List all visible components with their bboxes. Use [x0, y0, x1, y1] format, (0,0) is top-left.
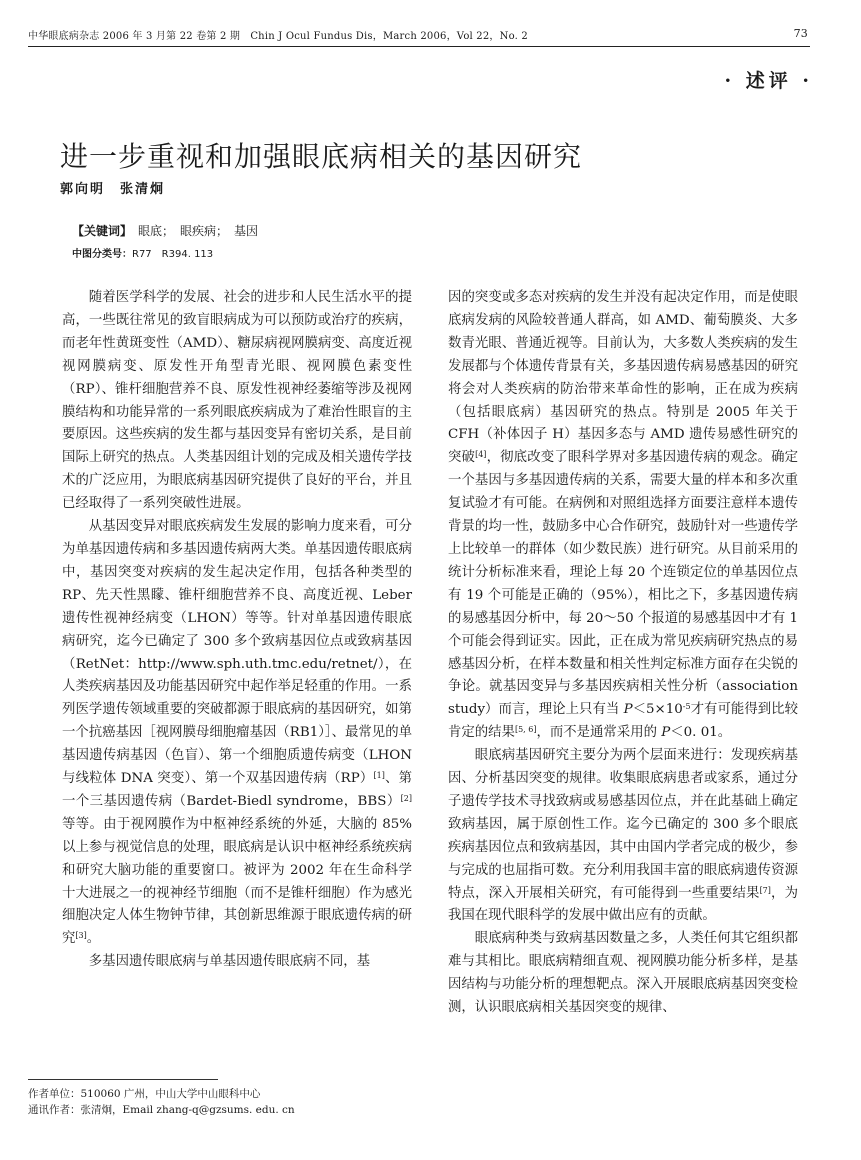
left-column: [62, 287, 412, 974]
paragraph-intro: 随着医学科学的发展、社会的进步和人民生活水平的提高，一些既往常见的致盲眼病成为可以预防或治疗的疾病，而老年性黄斑变性（AMD）、糖尿病视网膜病变、高度近视视网膜病变、原发性开角型青光眼、视网膜色素变性（RP）、锥杆细胞营养不良、原发性视神经萎缩等涉及视网膜结构和功能异常的一系列眼底疾病成为了难治性眼盲的主要原因。这些疾病的发生都与基因变异有密切关系，是目前国际上研究的热点。人类基因组计划的完成及相关遗传学技术的广泛应用，为眼底病基因研究提供了良好的平台，并且已经取得了一系列突破性进展。: [62, 290, 412, 512]
classification-number: [72, 245, 213, 260]
footnote-divider: [28, 1079, 218, 1080]
citation-2[interactable]: [2]: [400, 793, 412, 803]
footnotes: [28, 1086, 295, 1118]
right-column: [448, 287, 798, 1020]
journal-citation: 中华眼底病杂志 2006 年 3 月第 22 卷第 2 期 Chin J Ocul Fundus Dis，March 2006，Vol 22，No. 2: [28, 31, 528, 42]
paragraph-diversity: 眼底病种类与致病基因数量之多，人类任何其它组织都难与其相比。眼底病精细直观、视网膜功能分析多样，是基因结构与功能分析的理想靶点。深入开展眼底病基因突变检测，认识眼底病相关基因突变的规律、: [448, 931, 798, 1016]
paragraph-single-gene: 从基因变异对眼底疾病发生发展的影响力度来看，可分为单基因遗传病和多基因遗传病两大类。单基因遗传眼底病中，基因突变对疾病的发生起决定作用，包括各种类型的 RP、先天性黑矇、锥杆细胞营养不良、高度近视、Leber 遗传性视神经病变（LHON）等等。针对单基因遗传眼底病研究，迄今已确定了 300 多个致病基因位点或致病基因（RetNet：http://www.sph.uth.tmc.edu/retnet/），在人类疾病基因及功能基因研究中起作举足轻重的作用。一系列医学遗传领域重要的突破都源于眼底病的基因研究，如第一个抗癌基因［视网膜母细胞瘤基因（RB1）］、最常见的单基因遗传病基因（色盲）、第一个细胞质遗传病变（LHON 与线粒体 DNA 突变）、第一个双基因遗传病（RP）[1]、第一个三基因遗传病（Bardet-Biedl syndrome，BBS）[2]等等。由于视网膜作为中枢神经系统的外延，大脑的 85% 以上参与视觉信息的处理，眼底病是认识中枢神经系统疾病和研究大脑功能的重要窗口。被评为 2002 年在生命科学十大进展之一的视神经节细胞（而不是锥杆细胞）作为感光细胞决定人体生物钟节律，其创新思维源于眼底遗传病的研究[3]。: [62, 519, 413, 947]
citation-1[interactable]: [1]: [373, 771, 385, 781]
citation-4[interactable]: [4]: [475, 450, 487, 460]
p-value-symbol: P: [623, 702, 633, 718]
citation-3[interactable]: [3]: [75, 931, 87, 941]
paragraph-multi-gene-cont: 因的突变或多态对疾病的发生并没有起决定作用，而是使眼底病发病的风险较普通人群高，如 AMD、葡萄膜炎、大多数青光眼、普通近视等。目前认为，大多数人类疾病的发生发展都与个体遗传背景有关，多基因遗传病易感基因的研究将会对人类疾病的防治带来革命性的影响，正在成为疾病（包括眼底病）基因研究的热点。特别是 2005 年关于 CFH（补体因子 H）基因多态与 AMD 遗传易感性研究的突破[4]，彻底改变了眼科学界对多基因遗传病的观念。确定一个基因与多基因遗传病的关系，需要大量的样本和多次重复试验才有可能。在病例和对照组选择方面要注意样本遗传背景的均一性，鼓励多中心合作研究，鼓励针对一些遗传学上比较单一的群体（如少数民族）进行研究。从目前采用的统计分析标准来看，理论上每 20 个连锁定位的单基因位点有 19 个可能是正确的（95%），相比之下，多基因遗传病的易感基因分析中，每 20～50 个报道的易感基因中才有 1 个可能会得到证实。因此，正在成为常见疾病研究热点的易感基因分析，在样本数量和相关性判定标准方面存在尖锐的争论。就基因变异与多基因疾病相关性分析（association study）而言，理论上只有当 $P<5\times 10^{-5}$才有可能得到比较肯定的结果[5, 6]，而不是通常采用的 P＜0. 01。: [448, 290, 798, 741]
corresponding-author: 通讯作者：张清炯，Email zhang-q@gzsums. edu. cn: [28, 1104, 295, 1116]
classification-label: 中图分类号：: [72, 249, 132, 260]
running-head: [28, 27, 808, 45]
keywords-label: 【关键词】: [72, 224, 133, 238]
column-label: · 述评 ·: [724, 70, 813, 92]
paragraph-research-levels: 眼底病基因研究主要分为两个层面来进行：发现疾病基因、分析基因突变的规律。收集眼底病患者或家系，通过分子遗传学技术寻找致病或易感基因位点，并在此基础上确定致病基因，属于原创性工作。迄今已确定的 300 多个眼底疾病基因位点和致病基因，其中由国内学者完成的极少，参与完成的也屈指可数。充分利用我国丰富的眼底病遗传资源特点，深入开展相关研究，有可能得到一些重要结果[7]，为我国在现代眼科学的发展中做出应有的贡献。: [448, 748, 798, 924]
header-divider: [28, 46, 810, 47]
authors: 郭向明 张清炯: [60, 182, 166, 197]
citation-5-6[interactable]: [5, 6]: [514, 725, 537, 735]
keywords: [72, 222, 258, 239]
keywords-text: 眼底； 眼疾病； 基因: [138, 224, 259, 238]
classification-value: R77 R394. 113: [132, 249, 214, 260]
p-value-symbol: P: [661, 725, 671, 741]
citation-7[interactable]: [7]: [759, 885, 771, 895]
author-affiliation: 作者单位：510060 广州，中山大学中山眼科中心: [28, 1088, 261, 1100]
threshold-exponent: -5: [682, 702, 691, 712]
paragraph-multi-gene-start: 多基因遗传眼底病与单基因遗传眼底病不同，基: [88, 954, 370, 970]
article-title: 进一步重视和加强眼底病相关的基因研究: [60, 139, 583, 173]
page-number: 73: [793, 27, 808, 40]
